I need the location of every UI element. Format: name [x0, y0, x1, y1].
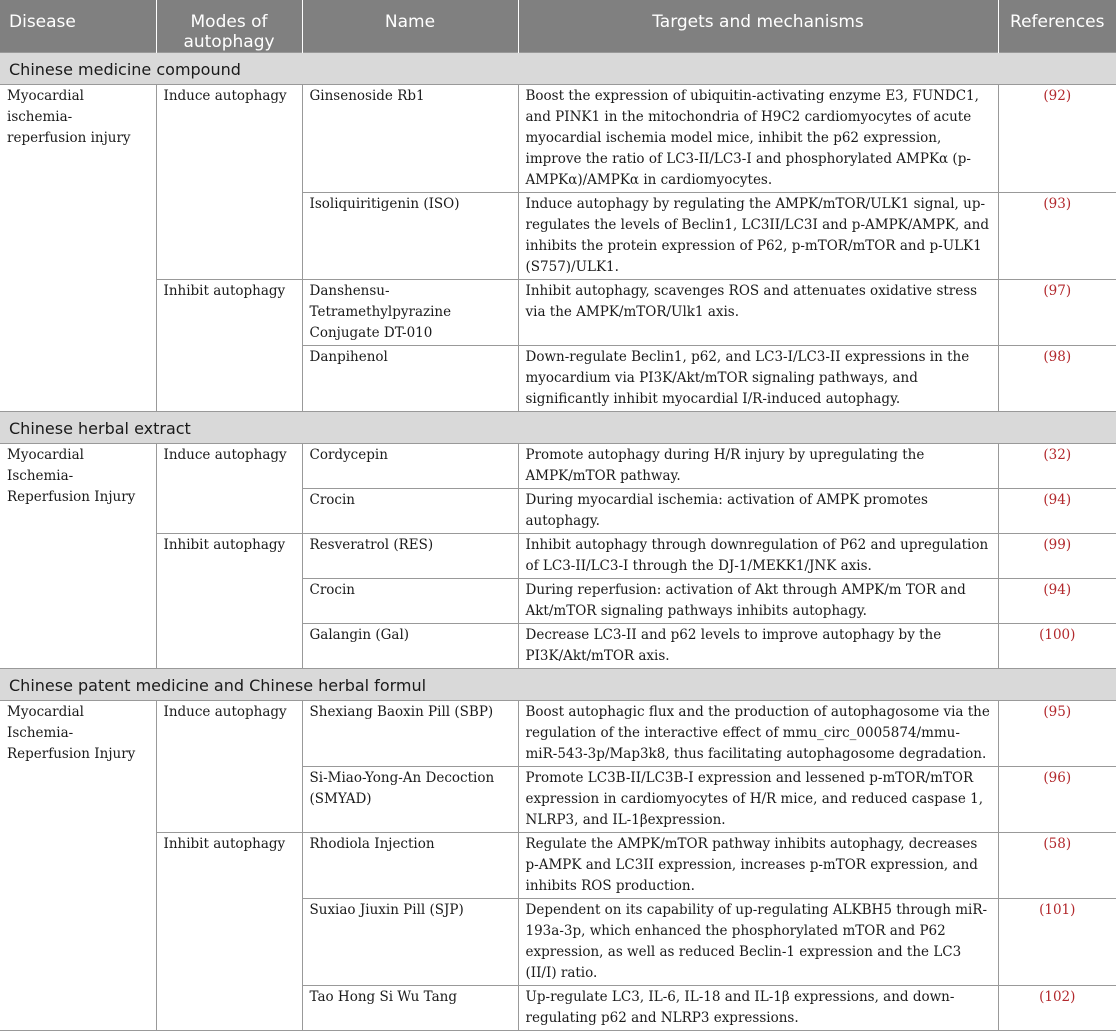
mode-cell-inhibit: Inhibit autophagy [156, 280, 302, 412]
reference-link[interactable]: 99 [1048, 537, 1066, 553]
compound-name-cell: Galangin (Gal) [302, 624, 518, 669]
mechanism-cell: Inhibit autophagy through downregulation of P62 and upregulation of LC3-II/LC3-I through the DJ-1/MEKK1/JNK axis. [518, 534, 998, 579]
paren-close: ) [1065, 836, 1072, 852]
mechanism-cell: Decrease LC3-II and p62 levels to improve autophagy by the PI3K/Akt/mTOR axis. [518, 624, 998, 669]
table-row [0, 701, 1116, 767]
reference-link[interactable]: 100 [1044, 627, 1071, 643]
compound-name-cell: Suxiao Jiuxin Pill (SJP) [302, 899, 518, 986]
reference-cell [998, 346, 1116, 412]
mode-cell-induce: Induce autophagy [156, 85, 302, 280]
reference-cell [998, 701, 1116, 767]
paren-open: ( [1043, 704, 1049, 720]
mechanism-cell: Boost the expression of ubiquitin-activating enzyme E3, FUNDC1, and PINK1 in the mitochondria of H9C2 cardiomyocytes of acute myocardial ischemia model mice, inhibit the p62 expression, improve the ratio of LC3-II/LC3-I and phosphorylated AMPKα (p-AMPKα)/AMPKα in cardiomyocytes. [518, 85, 998, 193]
paren-open: ( [1043, 836, 1049, 852]
paren-close: ) [1065, 88, 1072, 104]
paren-close: ) [1065, 537, 1072, 553]
table-row [0, 444, 1116, 489]
reference-link[interactable]: 93 [1048, 196, 1066, 212]
header-modes: Modes of autophagy [156, 0, 302, 53]
table-row [0, 280, 1116, 346]
reference-cell [998, 280, 1116, 346]
section-title: Chinese medicine compound [0, 53, 1116, 85]
reference-cell [998, 767, 1116, 833]
reference-link[interactable]: 95 [1048, 704, 1066, 720]
section-title: Chinese herbal extract [0, 412, 1116, 444]
reference-link[interactable]: 101 [1044, 902, 1071, 918]
mechanism-cell: Promote autophagy during H/R injury by upregulating the AMPK/mTOR pathway. [518, 444, 998, 489]
table-row [0, 85, 1116, 193]
mode-cell-inhibit: Inhibit autophagy [156, 534, 302, 669]
reference-cell [998, 193, 1116, 280]
mode-cell-inhibit: Inhibit autophagy [156, 833, 302, 1031]
reference-link[interactable]: 32 [1048, 447, 1066, 463]
reference-cell [998, 489, 1116, 534]
mechanism-cell: Boost autophagic flux and the production of autophagosome via the regulation of the interactive effect of mmu_circ_0005874/mmu-miR-543-3p/Map3k8, thus facilitating autophagosome degradation. [518, 701, 998, 767]
paren-open: ( [1043, 88, 1049, 104]
paren-close: ) [1065, 283, 1072, 299]
paren-close: ) [1065, 349, 1072, 365]
reference-cell [998, 624, 1116, 669]
reference-link[interactable]: 102 [1044, 989, 1071, 1005]
mechanism-cell: During myocardial ischemia: activation of AMPK promotes autophagy. [518, 489, 998, 534]
paren-open: ( [1039, 902, 1045, 918]
disease-cell: Myocardial Ischemia-Reperfusion Injury [0, 701, 156, 1031]
mechanism-cell: Down-regulate Beclin1, p62, and LC3-I/LC3-II expressions in the myocardium via PI3K/Akt/mTOR signaling pathways, and significantly inhibit myocardial I/R-induced autophagy. [518, 346, 998, 412]
reference-link[interactable]: 97 [1048, 283, 1066, 299]
mode-cell-induce: Induce autophagy [156, 444, 302, 534]
compound-name-cell: Si-Miao-Yong-An Decoction (SMYAD) [302, 767, 518, 833]
section-header-row [0, 412, 1116, 444]
section-title: Chinese patent medicine and Chinese herbal formul [0, 669, 1116, 701]
compound-name-cell: Resveratrol (RES) [302, 534, 518, 579]
header-targets: Targets and mechanisms [518, 0, 998, 53]
mechanism-cell: Inhibit autophagy, scavenges ROS and attenuates oxidative stress via the AMPK/mTOR/Ulk1 axis. [518, 280, 998, 346]
paren-open: ( [1043, 447, 1049, 463]
paren-close: ) [1065, 196, 1072, 212]
paren-open: ( [1039, 989, 1045, 1005]
table-header-row [0, 0, 1116, 53]
reference-link[interactable]: 92 [1048, 88, 1066, 104]
paren-close: ) [1065, 704, 1072, 720]
mode-cell-induce: Induce autophagy [156, 701, 302, 833]
compound-name-cell: Shexiang Baoxin Pill (SBP) [302, 701, 518, 767]
compound-name-cell: Danpihenol [302, 346, 518, 412]
compound-name-cell: Crocin [302, 489, 518, 534]
compound-name-cell: Crocin [302, 579, 518, 624]
paren-close: ) [1065, 770, 1072, 786]
reference-link[interactable]: 58 [1048, 836, 1066, 852]
compound-name-cell: Cordycepin [302, 444, 518, 489]
compound-name-cell: Isoliquiritigenin (ISO) [302, 193, 518, 280]
mechanism-cell: Up-regulate LC3, IL-6, IL-18 and IL-1β expressions, and down-regulating p62 and NLRP3 expressions. [518, 986, 998, 1031]
disease-cell: Myocardial Ischemia-Reperfusion Injury [0, 444, 156, 669]
compound-name-cell: Ginsenoside Rb1 [302, 85, 518, 193]
reference-link[interactable]: 94 [1048, 582, 1066, 598]
reference-cell [998, 579, 1116, 624]
reference-link[interactable]: 96 [1048, 770, 1066, 786]
paren-close: ) [1065, 492, 1072, 508]
table-row [0, 534, 1116, 579]
mechanism-cell: During reperfusion: activation of Akt through AMPK/m TOR and Akt/mTOR signaling pathways inhibits autophagy. [518, 579, 998, 624]
paren-open: ( [1043, 283, 1049, 299]
mechanism-cell: Dependent on its capability of up-regulating ALKBH5 through miR-193a-3p, which enhanced the phosphorylated mTOR and P62 expression, as well as reduced Beclin-1 expression and the LC3 (II/I) ratio. [518, 899, 998, 986]
section-header-row [0, 669, 1116, 701]
paren-open: ( [1043, 770, 1049, 786]
header-references: References [998, 0, 1116, 53]
reference-cell [998, 899, 1116, 986]
reference-link[interactable]: 98 [1048, 349, 1066, 365]
reference-cell [998, 986, 1116, 1031]
paren-open: ( [1043, 196, 1049, 212]
reference-cell [998, 534, 1116, 579]
reference-cell [998, 444, 1116, 489]
paren-close: ) [1070, 627, 1076, 643]
paren-open: ( [1043, 582, 1049, 598]
header-disease: Disease [0, 0, 156, 53]
paren-open: ( [1043, 492, 1049, 508]
table-body [0, 53, 1116, 1031]
table-row [0, 833, 1116, 899]
compound-name-cell: Tao Hong Si Wu Tang [302, 986, 518, 1031]
paren-open: ( [1043, 349, 1049, 365]
reference-cell [998, 833, 1116, 899]
compound-name-cell: Rhodiola Injection [302, 833, 518, 899]
mechanism-cell: Induce autophagy by regulating the AMPK/mTOR/ULK1 signal, up-regulates the levels of Beclin1, LC3II/LC3I and p-AMPK/AMPK, and inhibits the protein expression of P62, p-mTOR/mTOR and p-ULK1 (S757)/ULK1. [518, 193, 998, 280]
paren-close: ) [1070, 902, 1076, 918]
paren-open: ( [1043, 537, 1049, 553]
paren-close: ) [1070, 989, 1076, 1005]
paren-close: ) [1065, 447, 1072, 463]
paren-open: ( [1039, 627, 1045, 643]
mechanism-cell: Promote LC3B-II/LC3B-I expression and lessened p-mTOR/mTOR expression in cardiomyocytes of H/R mice, and reduced caspase 1, NLRP3, and IL-1βexpression. [518, 767, 998, 833]
reference-cell [998, 85, 1116, 193]
mechanism-cell: Regulate the AMPK/mTOR pathway inhibits autophagy, decreases p-AMPK and LC3II expression, increases p-mTOR expression, and inhibits ROS production. [518, 833, 998, 899]
reference-link[interactable]: 94 [1048, 492, 1066, 508]
section-header-row [0, 53, 1116, 85]
disease-cell: Myocardial ischemia-reperfusion injury [0, 85, 156, 412]
compound-name-cell: Danshensu-Tetramethylpyrazine Conjugate DT-010 [302, 280, 518, 346]
paren-close: ) [1065, 582, 1072, 598]
header-name: Name [302, 0, 518, 53]
